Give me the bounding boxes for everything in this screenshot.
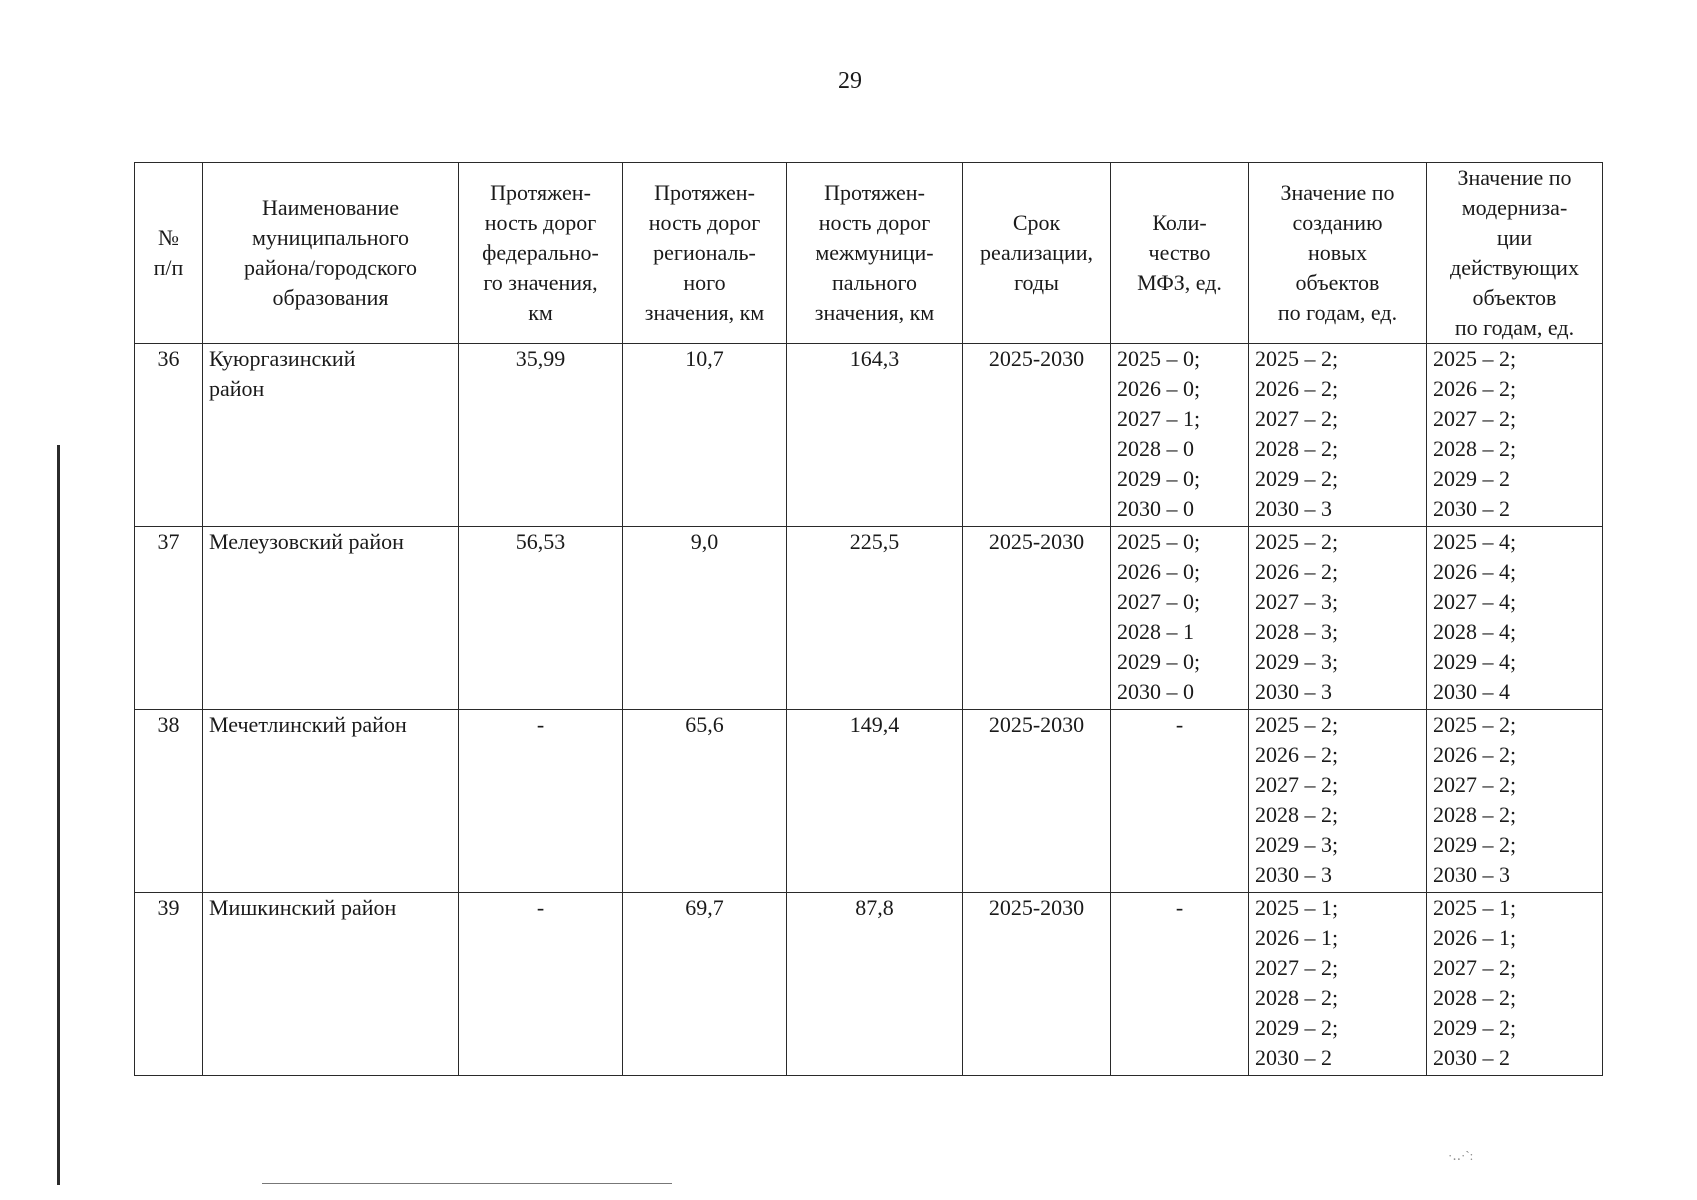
modernization-values-line: 2030 – 2 xyxy=(1433,1045,1510,1070)
modernization-values-line: 2027 – 4; xyxy=(1433,589,1517,614)
implementation-period: 2025-2030 xyxy=(963,710,1111,893)
new-objects-values-line: 2027 – 2; xyxy=(1255,406,1339,431)
new-objects-values-line: 2027 – 3; xyxy=(1255,589,1339,614)
modernization-values-line: 2027 – 2; xyxy=(1433,406,1517,431)
modernization-values xyxy=(1427,893,1603,1076)
modernization-values-line: 2026 – 1; xyxy=(1433,925,1517,950)
implementation-period: 2025-2030 xyxy=(963,893,1111,1076)
modernization-values-line: 2028 – 2; xyxy=(1433,985,1517,1010)
table-body xyxy=(135,344,1603,1076)
margin-bar xyxy=(57,445,60,1185)
new-objects-values-line: 2025 – 2; xyxy=(1255,529,1339,554)
new-objects-values-line: 2026 – 2; xyxy=(1255,376,1339,401)
regional-length: 10,7 xyxy=(623,344,787,527)
row-number: 38 xyxy=(135,710,203,893)
header-text-line: ность дорог xyxy=(484,210,597,235)
district-name xyxy=(203,527,459,710)
new-objects-values-line: 2028 – 2; xyxy=(1255,985,1339,1010)
header-intermunicipal xyxy=(787,163,963,344)
modernization-values-line: 2029 – 2 xyxy=(1433,466,1510,491)
table-row xyxy=(135,710,1603,893)
intermunicipal-length: 87,8 xyxy=(787,893,963,1076)
header-modernization xyxy=(1427,163,1603,344)
modernization-values-line: 2028 – 4; xyxy=(1433,619,1517,644)
modernization-values-line: 2029 – 4; xyxy=(1433,649,1517,674)
page-number: 29 xyxy=(838,68,862,94)
header-num xyxy=(135,163,203,344)
header-regional xyxy=(623,163,787,344)
mfz-count-line: 2026 – 0; xyxy=(1117,376,1201,401)
mfz-count-line: 2026 – 0; xyxy=(1117,559,1201,584)
modernization-values-line: 2030 – 3 xyxy=(1433,862,1510,887)
federal-length: - xyxy=(459,710,623,893)
header-text-line: Наименование xyxy=(261,195,400,220)
regional-length: 9,0 xyxy=(623,527,787,710)
header-text-line: Значение по xyxy=(1457,165,1572,190)
intermunicipal-length: 225,5 xyxy=(787,527,963,710)
modernization-values-line: 2027 – 2; xyxy=(1433,772,1517,797)
header-text-line: пального xyxy=(832,270,917,295)
regional-length: 65,6 xyxy=(623,710,787,893)
mfz-count-line: 2030 – 0 xyxy=(1117,679,1194,704)
header-text-line: км xyxy=(528,300,553,325)
mfz-count-line: 2028 – 1 xyxy=(1117,619,1194,644)
header-text-line: Значение по xyxy=(1280,180,1395,205)
header-text-line: межмуници- xyxy=(815,240,934,265)
mfz-count-line: 2027 – 0; xyxy=(1117,589,1201,614)
modernization-values xyxy=(1427,344,1603,527)
header-text-line: района/городского xyxy=(243,255,418,280)
new-objects-values-line: 2025 – 1; xyxy=(1255,895,1339,920)
header-text-line: МФЗ, ед. xyxy=(1137,270,1222,295)
new-objects-values-line: 2026 – 2; xyxy=(1255,742,1339,767)
table-row xyxy=(135,893,1603,1076)
new-objects-values xyxy=(1249,893,1427,1076)
modernization-values-line: 2029 – 2; xyxy=(1433,832,1517,857)
header-new-objects xyxy=(1249,163,1427,344)
row-number: 37 xyxy=(135,527,203,710)
federal-length: 35,99 xyxy=(459,344,623,527)
header-text-line: Протяжен- xyxy=(490,180,591,205)
district-name-line: Мишкинский район xyxy=(209,895,397,920)
modernization-values-line: 2028 – 2; xyxy=(1433,802,1517,827)
mfz-count-line: 2029 – 0; xyxy=(1117,466,1201,491)
mfz-count-line: - xyxy=(1175,895,1184,920)
header-text-line: Коли- xyxy=(1152,210,1207,235)
mfz-count xyxy=(1111,527,1249,710)
new-objects-values-line: 2026 – 1; xyxy=(1255,925,1339,950)
modernization-values-line: 2026 – 2; xyxy=(1433,376,1517,401)
header-text-line: значения, км xyxy=(814,300,935,325)
modernization-values-line: 2027 – 2; xyxy=(1433,955,1517,980)
modernization-values-line: 2026 – 4; xyxy=(1433,559,1517,584)
regional-length: 69,7 xyxy=(623,893,787,1076)
table-row xyxy=(135,344,1603,527)
new-objects-values-line: 2030 – 3 xyxy=(1255,862,1332,887)
modernization-values-line: 2026 – 2; xyxy=(1433,742,1517,767)
scan-mark: ·‥·`: xyxy=(1448,1148,1474,1163)
modernization-values-line: 2025 – 1; xyxy=(1433,895,1517,920)
new-objects-values-line: 2029 – 2; xyxy=(1255,466,1339,491)
mfz-count-line: 2025 – 0; xyxy=(1117,529,1201,554)
new-objects-values-line: 2030 – 2 xyxy=(1255,1045,1332,1070)
header-text-line: образования xyxy=(272,285,389,310)
intermunicipal-length: 164,3 xyxy=(787,344,963,527)
new-objects-values-line: 2029 – 3; xyxy=(1255,832,1339,857)
new-objects-values-line: 2025 – 2; xyxy=(1255,712,1339,737)
header-text-line: муниципального xyxy=(251,225,409,250)
header-text-line: объектов xyxy=(1295,270,1380,295)
new-objects-values-line: 2028 – 2; xyxy=(1255,436,1339,461)
districts-table xyxy=(134,162,1603,1076)
header-text-line: Протяжен- xyxy=(824,180,925,205)
modernization-values-line: 2025 – 2; xyxy=(1433,712,1517,737)
new-objects-values xyxy=(1249,710,1427,893)
new-objects-values-line: 2025 – 2; xyxy=(1255,346,1339,371)
header-name xyxy=(203,163,459,344)
federal-length: - xyxy=(459,893,623,1076)
row-number: 36 xyxy=(135,344,203,527)
header-text-line: п/п xyxy=(153,255,184,280)
table-row xyxy=(135,527,1603,710)
modernization-values xyxy=(1427,527,1603,710)
header-mfz xyxy=(1111,163,1249,344)
row-number: 39 xyxy=(135,893,203,1076)
footer-rule xyxy=(262,1183,672,1184)
header-text-line: объектов xyxy=(1472,285,1557,310)
district-name xyxy=(203,710,459,893)
header-text-line: чество xyxy=(1148,240,1211,265)
header-text-line: федерально- xyxy=(482,240,599,265)
mfz-count-line: 2027 – 1; xyxy=(1117,406,1201,431)
header-text-line: ность дорог xyxy=(648,210,761,235)
new-objects-values-line: 2027 – 2; xyxy=(1255,772,1339,797)
header-row xyxy=(135,163,1603,344)
implementation-period: 2025-2030 xyxy=(963,344,1111,527)
mfz-count-line: 2028 – 0 xyxy=(1117,436,1194,461)
mfz-count xyxy=(1111,893,1249,1076)
new-objects-values-line: 2026 – 2; xyxy=(1255,559,1339,584)
header-text-line: ность дорог xyxy=(818,210,931,235)
header-text-line: новых xyxy=(1308,240,1367,265)
modernization-values-line: 2025 – 2; xyxy=(1433,346,1517,371)
header-text-line: действующих xyxy=(1450,255,1579,280)
district-name-line: Куюргазинский xyxy=(209,346,356,371)
new-objects-values-line: 2028 – 2; xyxy=(1255,802,1339,827)
header-period xyxy=(963,163,1111,344)
modernization-values-line: 2030 – 2 xyxy=(1433,496,1510,521)
header-text-line: годы xyxy=(1014,270,1059,295)
district-name-line: район xyxy=(209,376,265,401)
header-text-line: Протяжен- xyxy=(654,180,755,205)
header-text-line: реализации, xyxy=(979,240,1094,265)
header-text-line: № xyxy=(158,225,179,250)
district-name xyxy=(203,344,459,527)
header-text-line: го значения, xyxy=(483,270,598,295)
new-objects-values-line: 2027 – 2; xyxy=(1255,955,1339,980)
new-objects-values xyxy=(1249,527,1427,710)
table-header xyxy=(135,163,1603,344)
header-text-line: региональ- xyxy=(653,240,756,265)
header-text-line: по годам, ед. xyxy=(1277,300,1398,325)
new-objects-values-line: 2030 – 3 xyxy=(1255,679,1332,704)
header-text-line: ного xyxy=(683,270,726,295)
intermunicipal-length: 149,4 xyxy=(787,710,963,893)
new-objects-values-line: 2029 – 3; xyxy=(1255,649,1339,674)
new-objects-values-line: 2030 – 3 xyxy=(1255,496,1332,521)
modernization-values-line: 2029 – 2; xyxy=(1433,1015,1517,1040)
district-name-line: Мелеузовский район xyxy=(209,529,404,554)
header-text-line: ции xyxy=(1496,225,1533,250)
mfz-count-line: - xyxy=(1175,712,1184,737)
mfz-count xyxy=(1111,344,1249,527)
modernization-values-line: 2028 – 2; xyxy=(1433,436,1517,461)
modernization-values-line: 2025 – 4; xyxy=(1433,529,1517,554)
new-objects-values xyxy=(1249,344,1427,527)
header-text-line: Срок xyxy=(1012,210,1061,235)
mfz-count-line: 2030 – 0 xyxy=(1117,496,1194,521)
new-objects-values-line: 2029 – 2; xyxy=(1255,1015,1339,1040)
federal-length: 56,53 xyxy=(459,527,623,710)
implementation-period: 2025-2030 xyxy=(963,527,1111,710)
header-text-line: созданию xyxy=(1292,210,1383,235)
header-federal xyxy=(459,163,623,344)
mfz-count-line: 2025 – 0; xyxy=(1117,346,1201,371)
modernization-values xyxy=(1427,710,1603,893)
header-text-line: по годам, ед. xyxy=(1454,315,1575,340)
mfz-count-line: 2029 – 0; xyxy=(1117,649,1201,674)
district-name-line: Мечетлинский район xyxy=(209,712,407,737)
modernization-values-line: 2030 – 4 xyxy=(1433,679,1510,704)
header-text-line: значения, км xyxy=(644,300,765,325)
district-name xyxy=(203,893,459,1076)
header-text-line: модерниза- xyxy=(1461,195,1568,220)
new-objects-values-line: 2028 – 3; xyxy=(1255,619,1339,644)
mfz-count xyxy=(1111,710,1249,893)
